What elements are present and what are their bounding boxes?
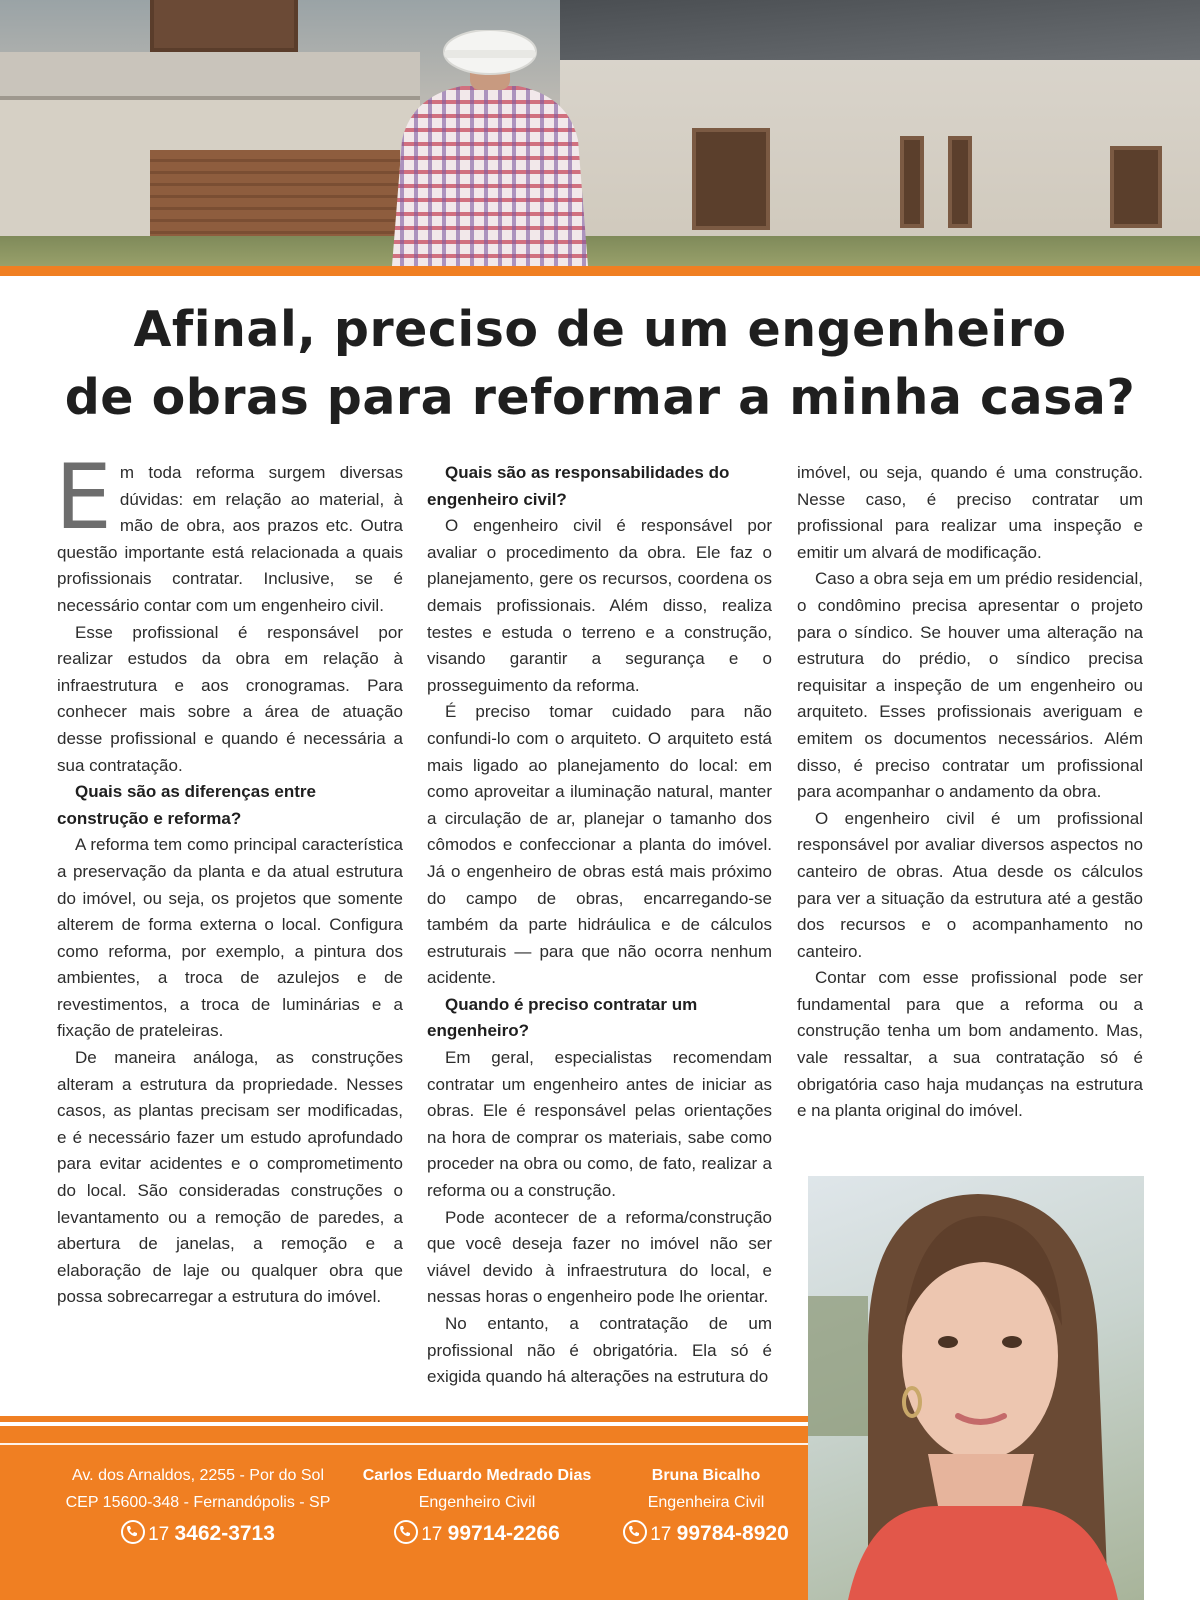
address-line-1: Av. dos Arnaldos, 2255 - Por do Sol xyxy=(71,1467,324,1484)
phone-ddd: 17 xyxy=(148,1524,170,1545)
house-window xyxy=(900,136,924,228)
contact-phone[interactable] xyxy=(606,1518,806,1551)
contact-role: Engenheiro Civil xyxy=(418,1494,536,1511)
address-line-2: CEP 15600-348 - Fernandópolis - SP xyxy=(65,1494,331,1511)
footer-divider xyxy=(0,1416,808,1422)
header-divider xyxy=(0,266,1200,276)
section-heading: Quando é preciso contratar um engenheiro? xyxy=(427,994,698,1041)
phone-number: 99714-2266 xyxy=(447,1522,560,1545)
phone-number: 99784-8920 xyxy=(676,1522,789,1545)
paragraph: No entanto, a contratação de um profissional não é obrigatória. Ela só é exigida quando há alterações na estrutura do xyxy=(427,1314,772,1387)
house-window xyxy=(948,136,972,228)
phone-ddd: 17 xyxy=(421,1524,443,1545)
title-line-1: Afinal, preciso de um engenheiro xyxy=(133,301,1067,358)
paragraph: imóvel, ou seja, quando é uma construção. Nesse caso, é preciso contratar um profissional para realizar uma inspeção e emitir um alvará de modificação. xyxy=(797,463,1143,562)
house-window xyxy=(1110,146,1162,228)
paragraph: Esse profissional é responsável por realizar estudos da obra em relação à infraestrutura e aos cronogramas. Para conhecer mais sobre a área de atuação desse profissional e quando é necessária a sua contratação. xyxy=(57,622,403,775)
portrait-illustration xyxy=(808,1176,1144,1600)
paragraph: De maneira análoga, as construções alteram a estrutura da propriedade. Nesses casos, as plantas precisam ser modificadas, e é necessário fazer um estudo aprofundado para evitar acidentes e o comprometimento do local. São consideradas construções o levantamento ou a remoção de paredes, a abertura de janelas, a remoção e a elaboração de laje ou qualquer obra que possa sobrecarregar a estrutura do imóvel. xyxy=(57,1048,403,1307)
article-column-2 xyxy=(427,460,772,1391)
phone-ddd: 17 xyxy=(650,1524,672,1545)
section-heading: Quais são as diferenças entre construção e reforma? xyxy=(57,782,316,828)
contact-role: Engenheira Civil xyxy=(647,1494,765,1511)
footer-contact-bruna xyxy=(606,1462,806,1551)
drop-cap: E xyxy=(55,445,112,550)
footer-rule xyxy=(0,1443,808,1445)
article-title xyxy=(0,296,1200,432)
paragraph: Pode acontecer de a reforma/construção que você deseja fazer no imóvel não ser viável devido à infraestrutura do local, e nessas horas o engenheiro pode lhe orientar. xyxy=(427,1207,772,1307)
house-window xyxy=(692,128,770,230)
paragraph: A reforma tem como principal característica a preservação da planta e da atual estrutura do imóvel, ou seja, os projetos que somente alterem de forma externa o local. Configura como reforma, por exemplo, a pintura dos ambientes, a troca de azulejos e de revestimentos, a troca de luminárias e a fixação de prateleiras. xyxy=(57,835,403,1041)
hero-photo xyxy=(0,0,1200,266)
house-roof xyxy=(560,0,1200,60)
engineer-figure xyxy=(372,30,608,266)
phone-icon xyxy=(394,1520,418,1544)
contact-name: Carlos Eduardo Medrado Dias xyxy=(362,1467,592,1484)
house-window-upper xyxy=(150,0,298,52)
phone-number: 3462-3713 xyxy=(174,1522,275,1545)
paragraph: m toda reforma surgem diversas dúvidas: em relação ao material, à mão de obra, aos prazos etc. Outra questão importante está relacionada a quais profissionais contratar. Inclusive, se é necessário contar com um engenheiro civil. xyxy=(57,463,403,615)
phone-icon xyxy=(121,1520,145,1544)
paragraph: O engenheiro civil é um profissional responsável por avaliar diversos aspectos no canteiro de obras. Atua desde os cálculos para ver a situação da estrutura até a gestão dos recursos e o acompanhamento no canteiro. xyxy=(797,808,1143,961)
article-column-1 xyxy=(55,445,403,1311)
phone-icon xyxy=(623,1520,647,1544)
paragraph: Contar com esse profissional pode ser fundamental para que a reforma ou a construção tenha um bom andamento. Mas, vale ressaltar, a sua contratação só é obrigatória caso haja mudanças na estrutura e na planta original do imóvel. xyxy=(797,968,1143,1121)
contact-phone[interactable] xyxy=(350,1518,604,1551)
section-heading: Quais são as responsabilidades do engenheiro civil? xyxy=(427,463,730,509)
portrait-photo xyxy=(808,1176,1144,1600)
paragraph: Em geral, especialistas recomendam contratar um engenheiro antes de iniciar as obras. Ele é responsável pelas orientações na hora de comprar os materiais, sabe como proceder na obra ou como, de fato, realizar a reforma ou a construção. xyxy=(427,1048,772,1201)
footer-contact-carlos xyxy=(350,1462,604,1551)
paragraph: Caso a obra seja em um prédio residencial, o condômino precisa apresentar o projeto para o síndico. Se houver uma alteração na estrutura do prédio, o síndico precisa requisitar a inspeção de um engenheiro ou arquiteto. Esses profissionais averiguam e emitem os documentos necessários. Além disso, é preciso contratar um profissional para acompanhar o andamento da obra. xyxy=(797,569,1143,802)
footer-address-block xyxy=(48,1462,348,1551)
article-column-3 xyxy=(797,460,1143,1125)
title-line-2: de obras para reformar a minha casa? xyxy=(64,369,1136,426)
office-phone[interactable] xyxy=(48,1518,348,1551)
house-balcony xyxy=(0,52,420,100)
contact-name: Bruna Bicalho xyxy=(651,1467,761,1484)
paragraph: É preciso tomar cuidado para não confundi-lo com o arquiteto. O arquiteto está mais ligado ao planejamento do local: em como aproveitar a iluminação natural, manter a circulação de ar, planejar o tamanho dos cômodos e confeccionar a planta do imóvel. Já o engenheiro de obras está mais próximo do campo de obras, encarregando-se também da parte hidráulica e de cálculos estruturais — para que não ocorra nenhum acidente. xyxy=(427,702,772,988)
paragraph: O engenheiro civil é responsável por avaliar o procedimento da obra. Ele faz o planejamento, gere os recursos, coordena os demais profissionais. Além disso, realiza testes e estuda o terreno e a construção, visando garantir a segurança e o prosseguimento da reforma. xyxy=(427,516,772,695)
